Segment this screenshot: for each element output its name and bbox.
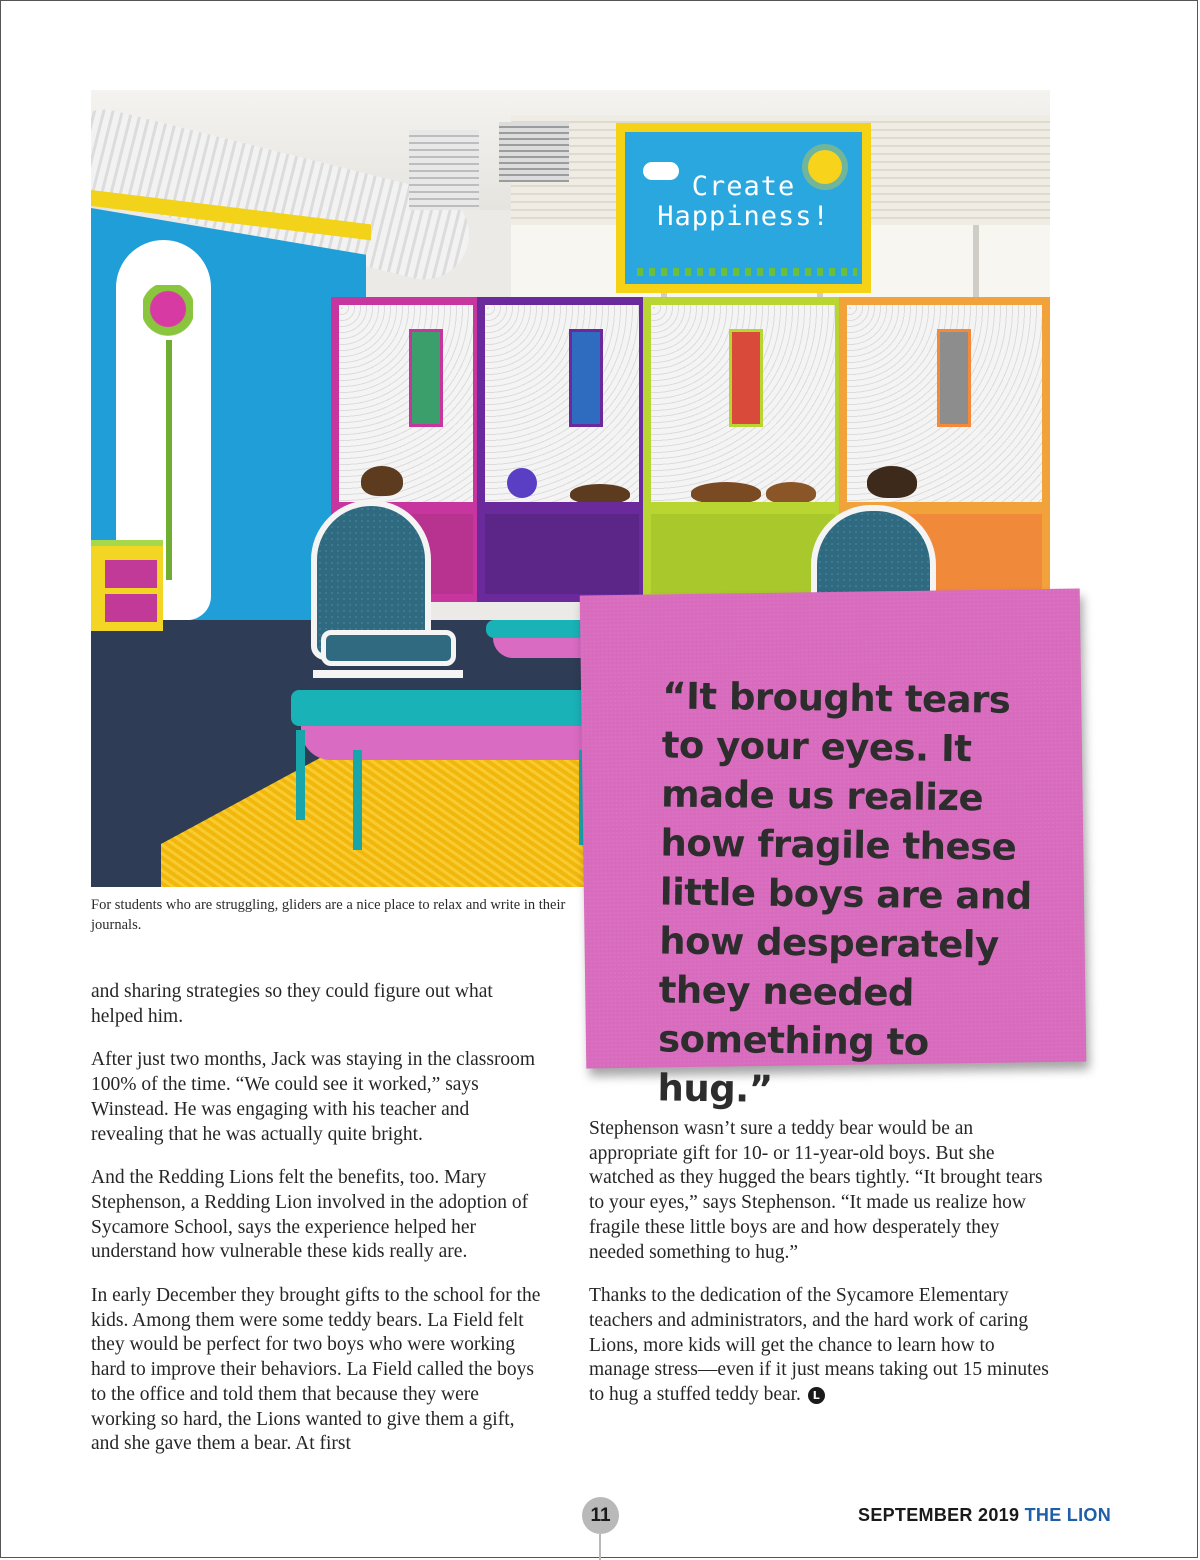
sign-line-2: Happiness! — [657, 201, 830, 232]
shelf — [485, 502, 639, 514]
shelf-lower — [651, 514, 835, 594]
issue-date: SEPTEMBER 2019 — [858, 1505, 1020, 1525]
desk-drawer — [105, 594, 157, 622]
teddy-bear — [570, 484, 630, 504]
wall-vent — [409, 130, 479, 210]
teddy-bear — [766, 482, 816, 504]
cubby-poster — [409, 329, 443, 427]
magazine-name: THE LION — [1024, 1505, 1111, 1525]
sign-grass — [637, 268, 857, 276]
cubby-purple — [477, 297, 647, 602]
teddy-bear — [867, 466, 917, 498]
end-mark-icon: L — [808, 1387, 825, 1404]
ceiling-vent — [499, 122, 569, 182]
paragraph: And the Redding Lions felt the benefits, too. Mary Stephenson, a Redding Lion involved in the adoption of Sycamore School, says the experience helped her understand how vulnerable these kids really are. — [91, 1167, 529, 1263]
cubby-poster — [569, 329, 603, 427]
cubby-poster — [937, 329, 971, 427]
create-happiness-sign — [616, 123, 871, 293]
pull-quote: “It brought tears to your eyes. It made us realize how fragile these little boys are and how desperately they needed something to hug.” — [657, 674, 1032, 1111]
paragraph-last — [589, 1284, 1054, 1408]
teddy-bear — [691, 482, 761, 504]
cubby-poster — [729, 329, 763, 427]
page-number-line — [599, 1534, 601, 1560]
sign-text — [625, 172, 862, 232]
chair-seat — [321, 630, 456, 666]
purple-ball — [507, 468, 537, 498]
table-leg — [296, 730, 305, 820]
teddy-bear — [361, 466, 403, 496]
glider-chair-left — [301, 500, 461, 700]
paragraph-text: Thanks to the dedication of the Sycamore Elementary teachers and administrators, and the hard work of caring Lions, more kids will get the chance to learn how to manage stress—even if it just means taking out 15 minutes to hug a stuffed teddy bear. — [589, 1285, 1049, 1406]
right-column — [589, 1117, 1054, 1427]
sign-line-1: Create — [691, 171, 796, 202]
coffee-table-top — [291, 690, 621, 726]
paragraph: Stephenson wasn’t sure a teddy bear would be an appropriate gift for 10- or 11-year-old boys. But she watched as they hugged the bears tightly. “It brought tears to your eyes,” says Stephenson. “It made us realize how fragile these little boys are and how desperately they needed something to hug.” — [589, 1118, 1043, 1263]
mural-stem — [166, 340, 172, 580]
photo-caption: For students who are struggling, gliders are a nice place to relax and write in their journals. — [91, 897, 566, 933]
pull-quote-note — [580, 589, 1087, 1111]
paragraph: In early December they brought gifts to the school for the kids. Among them were some teddy bears. La Field felt they would be perfect for two boys who were working hard to improve their behaviors. La Field called the boys to the office and told them that because they were working so hard, the Lions wanted to give them a gift, and she gave them a bear. At first — [91, 1285, 541, 1455]
chair-rail — [313, 670, 463, 678]
footer-folio — [858, 1505, 1111, 1526]
paragraph: After just two months, Jack was staying in the classroom 100% of the time. “We could see it worked,” says Winstead. He was engaging with his teacher and revealing that he was actually quite bright. — [91, 1049, 536, 1145]
desk-drawer — [105, 560, 157, 588]
paragraph: and sharing strategies so they could figure out what helped him. — [91, 981, 493, 1027]
page-number: 11 — [582, 1497, 619, 1534]
shelf — [651, 502, 835, 514]
mural-flower — [143, 285, 193, 345]
left-column — [91, 980, 541, 1476]
coffee-table-skirt — [301, 726, 611, 760]
small-desk — [91, 540, 163, 631]
table-leg — [353, 750, 362, 850]
shelf-lower — [485, 514, 639, 594]
